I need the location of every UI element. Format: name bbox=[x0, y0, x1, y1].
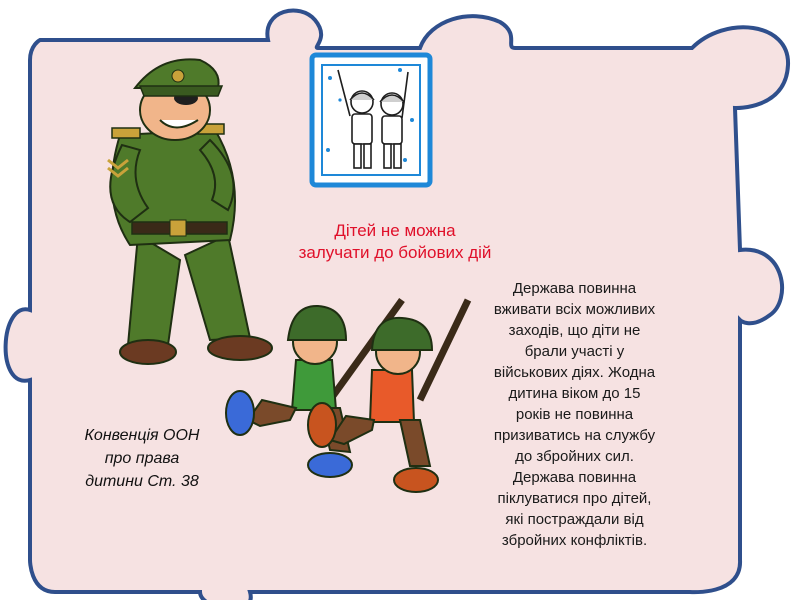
article-line: збройних конфліктів. bbox=[501, 532, 648, 549]
convention-citation bbox=[52, 424, 232, 493]
title-line-1: Дітей не можна bbox=[334, 221, 456, 240]
article-line: брали участі у bbox=[524, 343, 625, 360]
article-line: заходів, що діти не bbox=[508, 322, 641, 339]
article-line: призиватись на службу bbox=[493, 427, 656, 444]
article-line: Держава повинна bbox=[512, 469, 637, 486]
article-line: піклуватися про дітей, bbox=[497, 490, 652, 507]
citation-line-1: Конвенція ООН bbox=[84, 427, 200, 444]
article-line: дитина віком до 15 bbox=[508, 385, 641, 402]
article-line: військових діях. Жодна bbox=[493, 364, 656, 381]
article-line: вживати всіх можливих bbox=[493, 301, 656, 318]
article-text bbox=[462, 278, 687, 551]
citation-line-2: про права bbox=[104, 450, 180, 467]
title-line-2: залучати до бойових дій bbox=[298, 243, 492, 262]
article-line: років не повинна bbox=[515, 406, 634, 423]
article-line: які постраждали від bbox=[505, 511, 644, 528]
child-soldiers-sign-illustration bbox=[312, 55, 430, 185]
article-line: Держава повинна bbox=[512, 280, 637, 297]
slide-title bbox=[245, 220, 545, 264]
citation-line-3: дитини Ст. 38 bbox=[85, 473, 199, 490]
article-line: до збройних сил. bbox=[515, 448, 634, 465]
